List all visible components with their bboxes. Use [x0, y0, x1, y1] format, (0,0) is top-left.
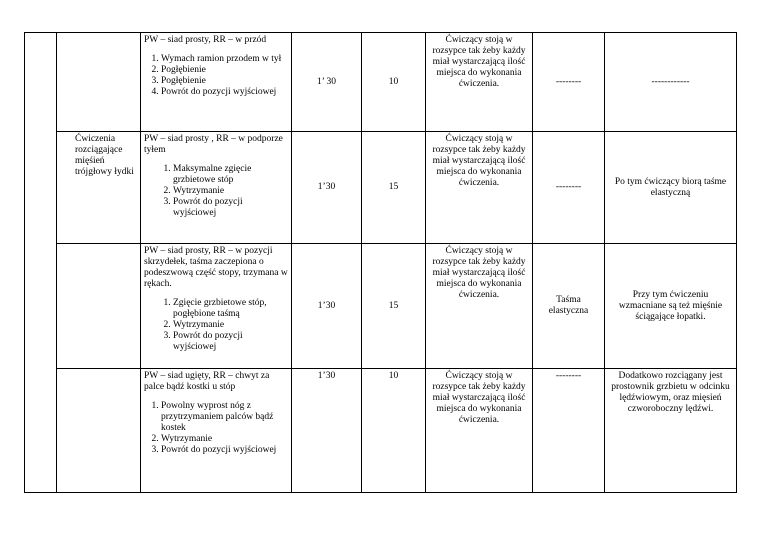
time-cell: 1’30 — [292, 369, 362, 493]
list-item: 3. Powrót do pozycji wyjściowej — [173, 331, 288, 353]
list-item: 1. Powolny wyprost nóg z przytrzymaniem palców bądź kostek — [161, 401, 288, 434]
time-cell: 1’30 — [292, 132, 362, 244]
exercise-description-cell — [141, 132, 292, 244]
list-item: 1. Wymach ramion przodem w tył — [161, 54, 288, 65]
group-cell — [57, 33, 141, 132]
exercise-steps — [144, 164, 288, 219]
organization-cell: Ćwiczący stoją w rozsypce tak żeby każdy miał wystarczającą ilość miejsca do wykonania ćwiczenia. — [426, 33, 533, 132]
exercise-description-cell — [141, 33, 292, 132]
list-item: 1. Zgięcie grzbietowe stóp, pogłębione taśmą — [173, 298, 288, 320]
exercise-description-cell — [141, 244, 292, 369]
list-item: 2. Pogłębienie — [161, 65, 288, 76]
table-row — [25, 33, 737, 132]
table-row — [25, 369, 737, 493]
list-item: 3. Pogłębienie — [161, 76, 288, 87]
list-item: 1. Maksymalne zgięcie grzbietowe stóp — [173, 164, 288, 186]
exercise-steps — [144, 298, 288, 353]
notes-cell: ------------ — [605, 33, 737, 132]
row-number-cell — [25, 33, 57, 493]
group-cell — [57, 369, 141, 493]
reps-cell: 15 — [362, 132, 426, 244]
exercise-intro: PW – siad prosty , RR – w podporze tyłem — [144, 134, 283, 155]
list-item: 2. Wytrzymanie — [173, 320, 288, 331]
exercise-intro: PW – siad ugięty, RR – chwyt za palce bądź kostki u stóp — [144, 371, 270, 392]
organization-cell: Ćwiczący stoją w rozsypce tak żeby każdy miał wystarczającą ilość miejsca do wykonania ćwiczenia. — [426, 244, 533, 369]
exercise-steps — [144, 54, 288, 98]
exercise-table — [24, 32, 737, 493]
equipment-cell: -------- — [533, 369, 605, 493]
time-cell: 1’ 30 — [292, 33, 362, 132]
group-cell — [57, 244, 141, 369]
exercise-intro: PW – siad prosty, RR – w przód — [144, 35, 267, 45]
notes-cell: Dodatkowo rozciągany jest prostownik grzbietu w odcinku lędźwiowym, oraz mięsień czworoboczny lędźwi. — [605, 369, 737, 493]
equipment-cell: -------- — [533, 132, 605, 244]
table-row — [25, 244, 737, 369]
list-item: 3. Powrót do pozycji wyjściowej — [173, 197, 288, 219]
notes-cell: Przy tym ćwiczeniu wzmacniane są też mięśnie ściągające łopatki. — [605, 244, 737, 369]
list-item: 2. Wytrzymanie — [173, 186, 288, 197]
reps-cell: 10 — [362, 369, 426, 493]
reps-cell: 15 — [362, 244, 426, 369]
exercise-steps — [144, 401, 288, 456]
organization-cell: Ćwiczący stoją w rozsypce tak żeby każdy miał wystarczającą ilość miejsca do wykonania ćwiczenia. — [426, 132, 533, 244]
equipment-cell: -------- — [533, 33, 605, 132]
exercise-description-cell — [141, 369, 292, 493]
group-cell: Ćwiczenia rozciągające mięśień trójgłowy łydki — [57, 132, 141, 244]
equipment-cell: Taśma elastyczna — [533, 244, 605, 369]
list-item: 4. Powrót do pozycji wyjściowej — [161, 87, 288, 98]
reps-cell: 10 — [362, 33, 426, 132]
table-row — [25, 132, 737, 244]
list-item: 3. Powrót do pozycji wyjściowej — [161, 445, 288, 456]
time-cell: 1’30 — [292, 244, 362, 369]
organization-cell: Ćwiczący stoją w rozsypce tak żeby każdy miał wystarczającą ilość miejsca do wykonania ćwiczenia. — [426, 369, 533, 493]
notes-cell: Po tym ćwiczący biorą taśme elastyczną — [605, 132, 737, 244]
exercise-intro: PW – siad prosty, RR – w pozycji skrzydełek, taśma zaczepiona o podeszwową część stopy, trzymana w rękach. — [144, 246, 288, 289]
list-item: 2. Wytrzymanie — [161, 434, 288, 445]
